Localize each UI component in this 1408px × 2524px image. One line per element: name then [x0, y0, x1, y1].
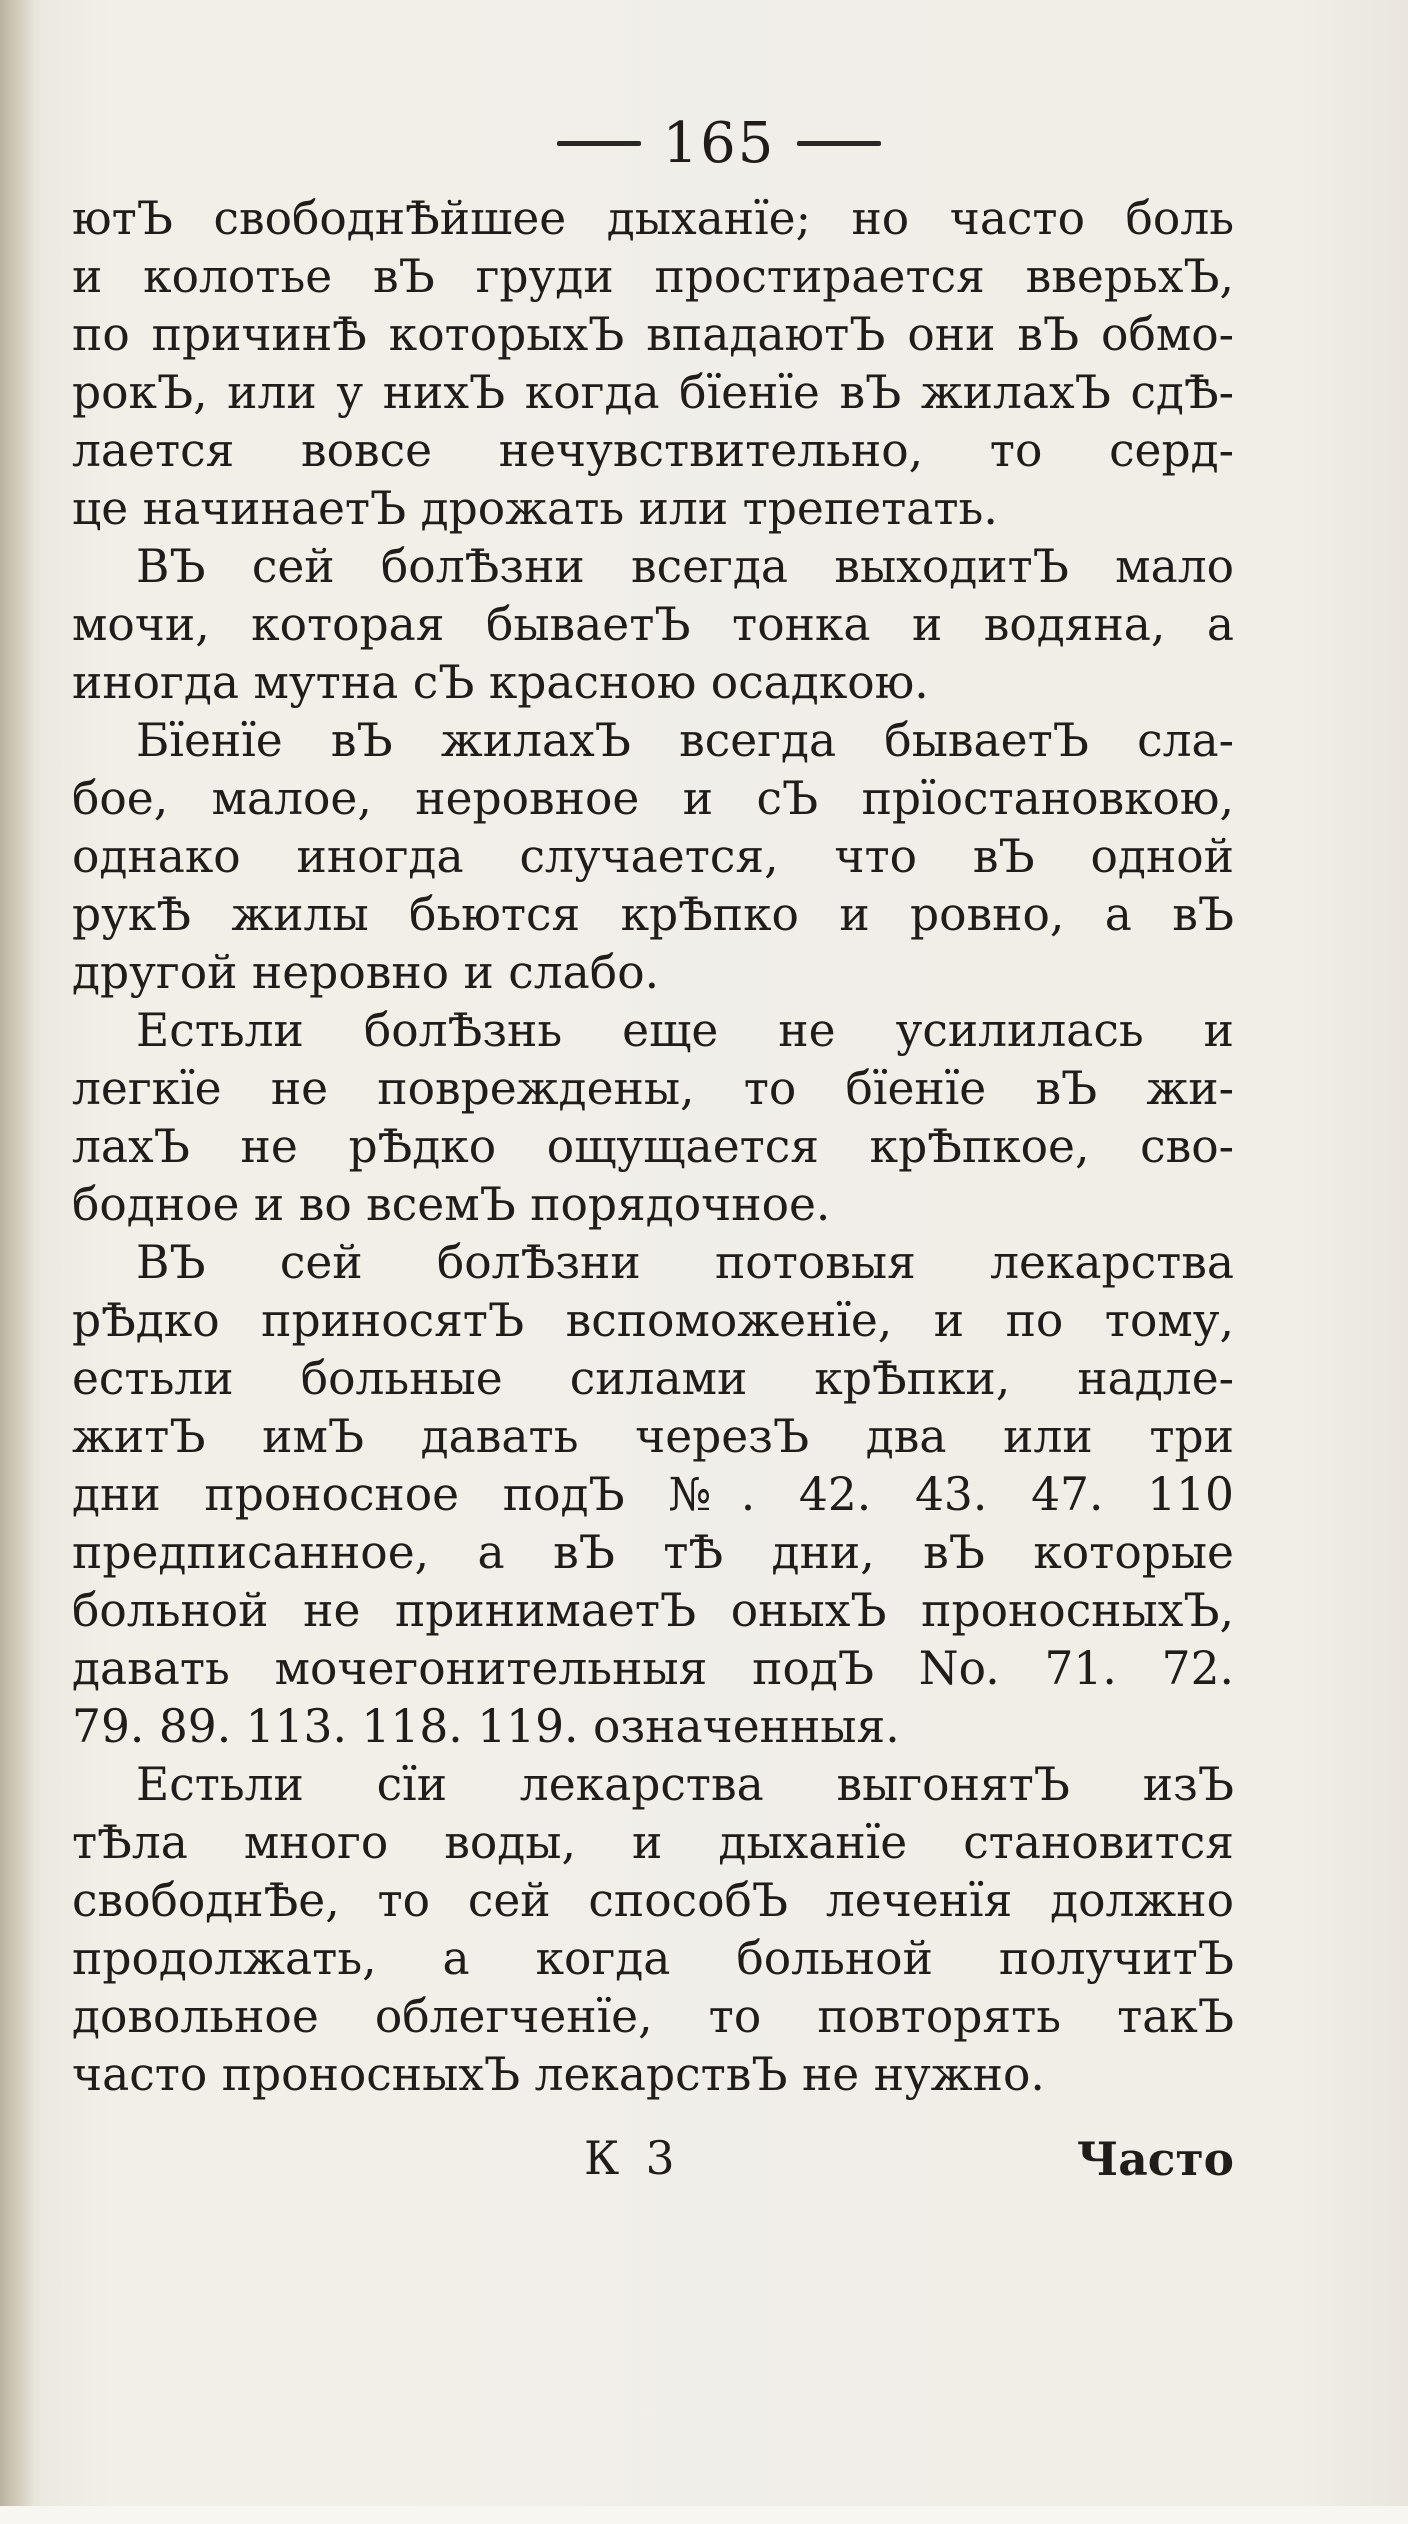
- paragraph: [72, 190, 1234, 538]
- text-line: бое, малое, неровное и сЪ прїостановкою,: [72, 772, 1234, 825]
- paragraph: [72, 538, 1234, 712]
- text-line: Естьли болѢзнь еще не усилилась и: [136, 1004, 1234, 1057]
- text-line: давать мочегонительныя подЪ No. 71. 72.: [72, 1642, 1234, 1695]
- paragraph: [72, 712, 1234, 1002]
- text-line: Естьли сїи лекарства выгонятЪ изЪ: [136, 1758, 1234, 1811]
- text-line: ютЪ свободнѢйшее дыханїе; но часто боль: [72, 192, 1234, 245]
- text-line: ВЪ сей болѢзни всегда выходитЪ мало: [136, 540, 1234, 593]
- text-line: рукѢ жилы бьются крѢпко и ровно, а вЪ: [72, 888, 1234, 941]
- text-line: житЪ имЪ давать черезЪ два или три: [72, 1410, 1234, 1463]
- text-line: естьли больные силами крѢпки, надле-: [72, 1352, 1234, 1405]
- text-line: другой неровно и слабо.: [72, 946, 660, 999]
- page-header: [0, 108, 1408, 178]
- text-line: однако иногда случается, что вЪ одной: [72, 830, 1234, 883]
- text-line: лается вовсе нечувствительно, то серд-: [72, 424, 1234, 477]
- signature-mark: К 3: [584, 2132, 681, 2185]
- catchword: Часто: [1076, 2132, 1234, 2186]
- text-line: довольное облегченїе, то повторять такЪ: [72, 1990, 1234, 2043]
- text-line: и колотье вЪ груди простирается вверьхЪ,: [72, 250, 1234, 303]
- text-line: бодное и во всемЪ порядочное.: [72, 1178, 831, 1231]
- text-line: рѢдко приносятЪ вспоможенїе, и по тому,: [72, 1294, 1234, 1347]
- paragraph: [72, 1234, 1234, 1756]
- text-line: 79. 89. 113. 118. 119. означенныя.: [72, 1700, 900, 1753]
- paragraph: [72, 1002, 1234, 1234]
- text-line: тѢла много воды, и дыханїе становится: [72, 1816, 1234, 1869]
- text-line: дни проносное подЪ №. 42. 43. 47. 110: [72, 1468, 1234, 1521]
- text-line: це начинаетЪ дрожать или трепетать.: [72, 482, 998, 535]
- text-line: иногда мутна сЪ красною осадкою.: [72, 656, 929, 709]
- paragraph: [72, 1756, 1234, 2104]
- text-line: лахЪ не рѢдко ощущается крѢпкое, сво-: [72, 1120, 1234, 1173]
- text-line: рокЪ, или у нихЪ когда бїенїе вЪ жилахЪ сдѢ-: [72, 366, 1234, 419]
- text-line: ВЪ сей болѢзни потовыя лекарства: [136, 1236, 1234, 1289]
- page-number: 165: [662, 110, 776, 176]
- header-dash-right: [797, 141, 881, 146]
- page-bottom-edge: [0, 2506, 1408, 2524]
- text-line: продолжать, а когда больной получитЪ: [72, 1932, 1234, 1985]
- text-line: предписанное, а вЪ тѢ дни, вЪ которые: [72, 1526, 1234, 1579]
- page-gutter: [0, 0, 34, 2524]
- text-line: часто проносныхЪ лекарствЪ не нужно.: [72, 2048, 1045, 2101]
- text-line: свободнѢе, то сей способЪ леченїя должно: [72, 1874, 1234, 1927]
- body-text: [72, 190, 1234, 2104]
- page-footer: [72, 2132, 1234, 2194]
- text-line: мочи, которая бываетЪ тонка и водяна, а: [72, 598, 1234, 651]
- text-line: легкїе не повреждены, то бїенїе вЪ жи-: [72, 1062, 1234, 1115]
- text-line: Бїенїе вЪ жилахЪ всегда бываетЪ сла-: [136, 714, 1234, 767]
- text-line: по причинѢ которыхЪ впадаютЪ они вЪ обмо-: [72, 308, 1234, 361]
- header-dash-left: [557, 141, 641, 146]
- text-line: больной не принимаетЪ оныхЪ проносныхЪ,: [72, 1584, 1234, 1637]
